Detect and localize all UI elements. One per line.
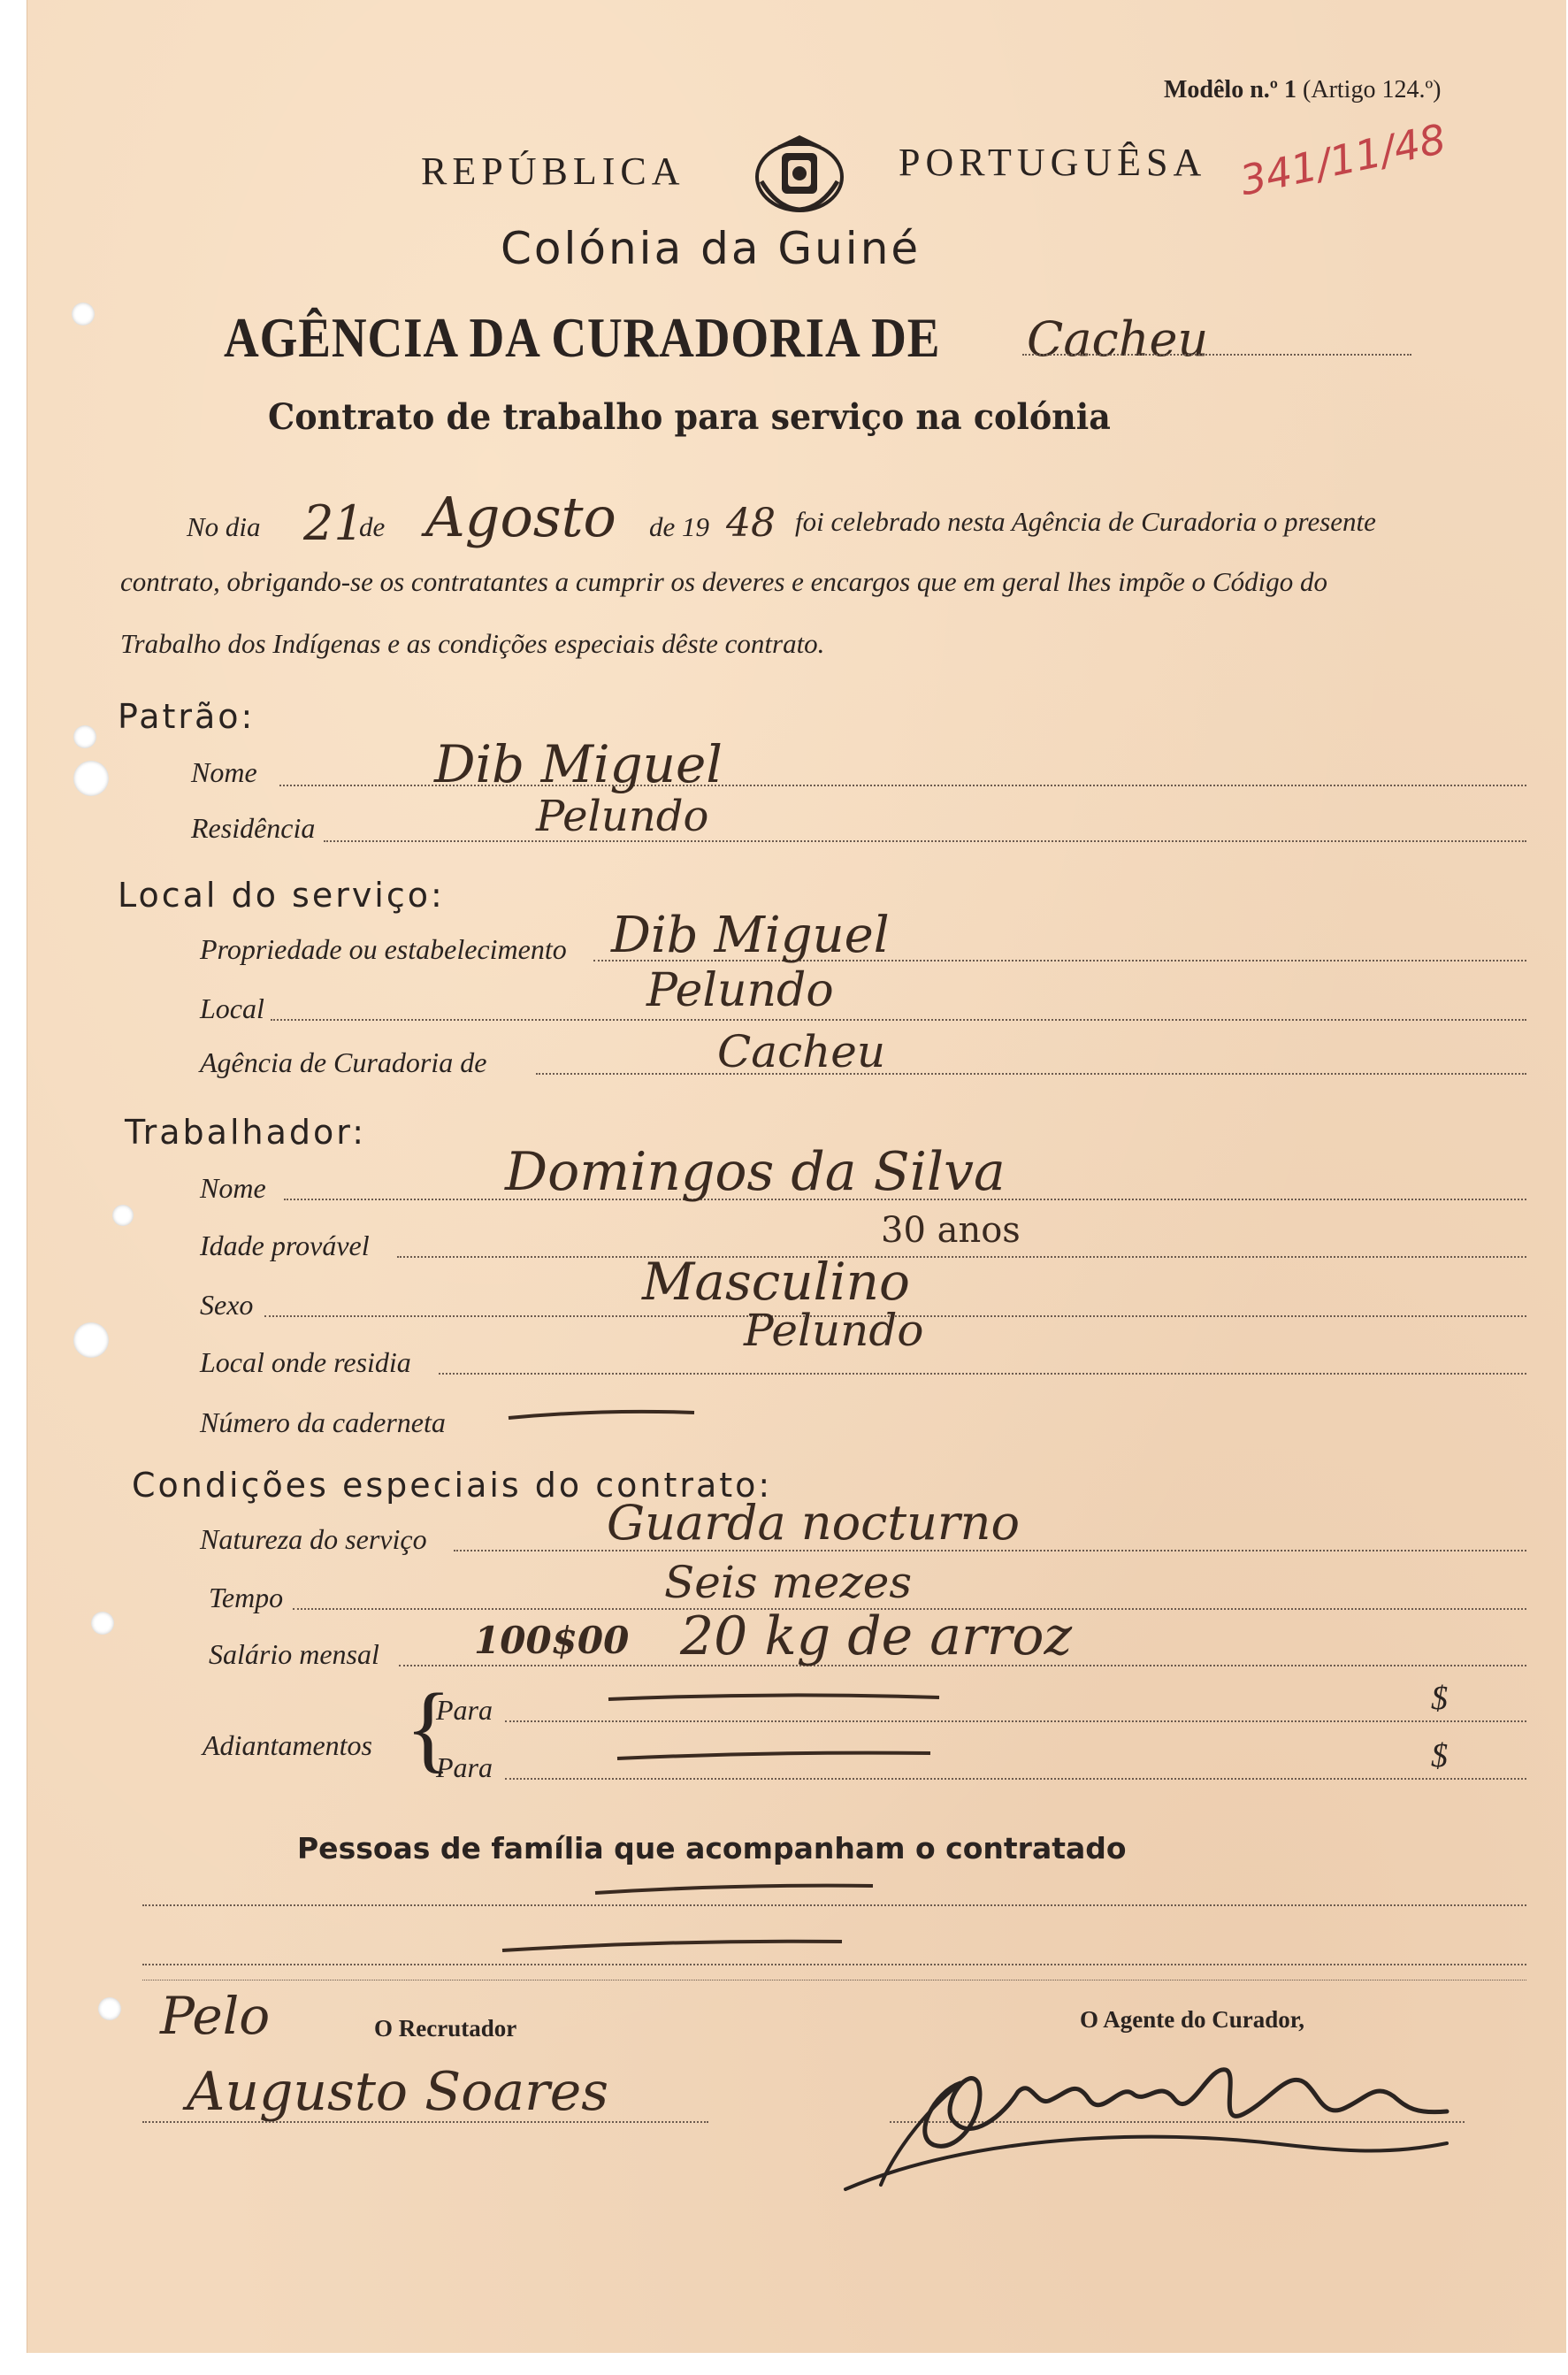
local-residia-label: Local onde residia — [200, 1346, 411, 1378]
trabalhador-heading: Trabalhador: — [125, 1113, 366, 1152]
para1-label: Para — [436, 1694, 493, 1726]
article-label: (Artigo 124.º) — [1303, 76, 1442, 103]
local-value: Pelundo — [646, 964, 834, 1017]
sexo-value: Masculino — [642, 1252, 910, 1312]
caderneta-dash — [505, 1402, 700, 1429]
adiantamentos-label: Adiantamentos — [203, 1729, 372, 1761]
agencia-handwritten: Cacheu — [1027, 311, 1209, 367]
para2-dash — [616, 1743, 934, 1766]
propriedade-value: Dib Miguel — [611, 907, 890, 964]
natureza-value: Guarda nocturno — [607, 1495, 1020, 1551]
patrao-residencia-label: Residência — [191, 812, 316, 844]
patrao-heading: Patrão: — [118, 697, 256, 736]
adiantamentos-brace: { — [405, 1674, 452, 1781]
trabalhador-nome-label: Nome — [200, 1172, 266, 1204]
colonia-title: Colónia da Guiné — [501, 223, 922, 274]
punch-hole — [98, 1997, 121, 2020]
familia-dash-1 — [593, 1875, 876, 1902]
agente-signature — [828, 2030, 1509, 2198]
local-servico-heading: Local do serviço: — [118, 876, 445, 915]
intro-no-dia: No dia — [187, 511, 261, 542]
contract-form — [27, 0, 1566, 2353]
punch-hole — [73, 761, 109, 796]
para2-dollar: $ — [1431, 1737, 1448, 1774]
agente-label: O Agente do Curador, — [1080, 2006, 1305, 2033]
propriedade-label: Propriedade ou estabelecimento — [200, 933, 567, 965]
intro-day: 21 — [303, 495, 364, 551]
recrutador-name: Augusto Soares — [187, 2061, 609, 2123]
tempo-label: Tempo — [209, 1582, 284, 1613]
recrutador-signature-line — [142, 2121, 708, 2123]
agencia-curadoria-label: Agência de Curadoria de — [200, 1046, 487, 1078]
agencia-line — [1022, 354, 1411, 356]
agencia-title: AGÊNCIA DA CURADORIA DE — [224, 306, 941, 369]
intro-line1: foi celebrado nesta Agência de Curadoria o presente — [795, 506, 1376, 537]
idade-label: Idade provável — [200, 1230, 370, 1261]
sexo-label: Sexo — [200, 1289, 254, 1321]
recrutador-label: O Recrutador — [374, 2015, 517, 2042]
punch-hole — [91, 1612, 114, 1635]
familia-dash-2 — [501, 1933, 845, 1959]
local-label: Local — [200, 992, 264, 1024]
agencia-curadoria-value: Cacheu — [717, 1026, 886, 1077]
patrao-nome-value: Dib Miguel — [434, 734, 723, 794]
pelo-handwritten: Pelo — [160, 1986, 271, 2046]
idade-line — [397, 1256, 1526, 1258]
familia-line-2 — [142, 1964, 1526, 1965]
salario-extra: 20 kg de arroz — [680, 1605, 1073, 1667]
condicoes-heading: Condições especiais do contrato: — [132, 1466, 773, 1505]
para1-line — [505, 1720, 1526, 1722]
para1-dash — [607, 1685, 943, 1708]
patrao-residencia-line — [324, 840, 1526, 842]
familia-heading: Pessoas de família que acompanham o contratado — [297, 1831, 1127, 1866]
punch-hole — [112, 1205, 134, 1226]
intro-month: Agosto — [425, 485, 616, 549]
agencia-curadoria-line — [536, 1073, 1526, 1075]
intro-line2: contrato, obrigando-se os contratantes a cumprir os deveres e encargos que em geral lhes impõe o Código do — [120, 566, 1327, 597]
idade-value: 30 anos — [881, 1210, 1021, 1251]
local-residia-value: Pelundo — [744, 1305, 924, 1356]
republica-text: REPÚBLICA — [421, 149, 685, 193]
model-number — [1164, 76, 1441, 104]
local-residia-line — [439, 1373, 1526, 1375]
familia-line-1 — [142, 1904, 1526, 1906]
punch-hole — [73, 725, 96, 748]
patrao-nome-label: Nome — [191, 756, 257, 788]
trabalhador-nome-value: Domingos da Silva — [505, 1141, 1006, 1203]
patrao-residencia-value: Pelundo — [536, 792, 709, 841]
intro-de1: de — [359, 511, 386, 542]
stamp-number: 341/11/48 — [1235, 114, 1450, 205]
intro-year: 48 — [726, 501, 776, 546]
salario-label: Salário mensal — [209, 1638, 379, 1670]
intro-de2: de 19 — [649, 511, 710, 542]
punch-hole — [73, 1322, 109, 1358]
coat-of-arms-icon — [751, 128, 848, 217]
local-line — [271, 1019, 1526, 1021]
tempo-value: Seis mezes — [664, 1557, 912, 1608]
portuguesa-text: PORTUGUÊSA — [899, 141, 1207, 184]
caderneta-label: Número da caderneta — [200, 1406, 446, 1438]
para2-label: Para — [436, 1751, 493, 1783]
contract-subtitle: Contrato de trabalho para serviço na colónia — [268, 396, 1111, 438]
para1-dollar: $ — [1431, 1680, 1448, 1717]
para2-line — [505, 1778, 1526, 1780]
model-label: Modêlo n.º 1 — [1164, 76, 1297, 103]
intro-line3: Trabalho dos Indígenas e as condições especiais dêste contrato. — [120, 628, 825, 659]
punch-hole — [72, 303, 95, 326]
salario-value: 100$00 — [474, 1619, 630, 1662]
natureza-label: Natureza do serviço — [200, 1523, 427, 1555]
